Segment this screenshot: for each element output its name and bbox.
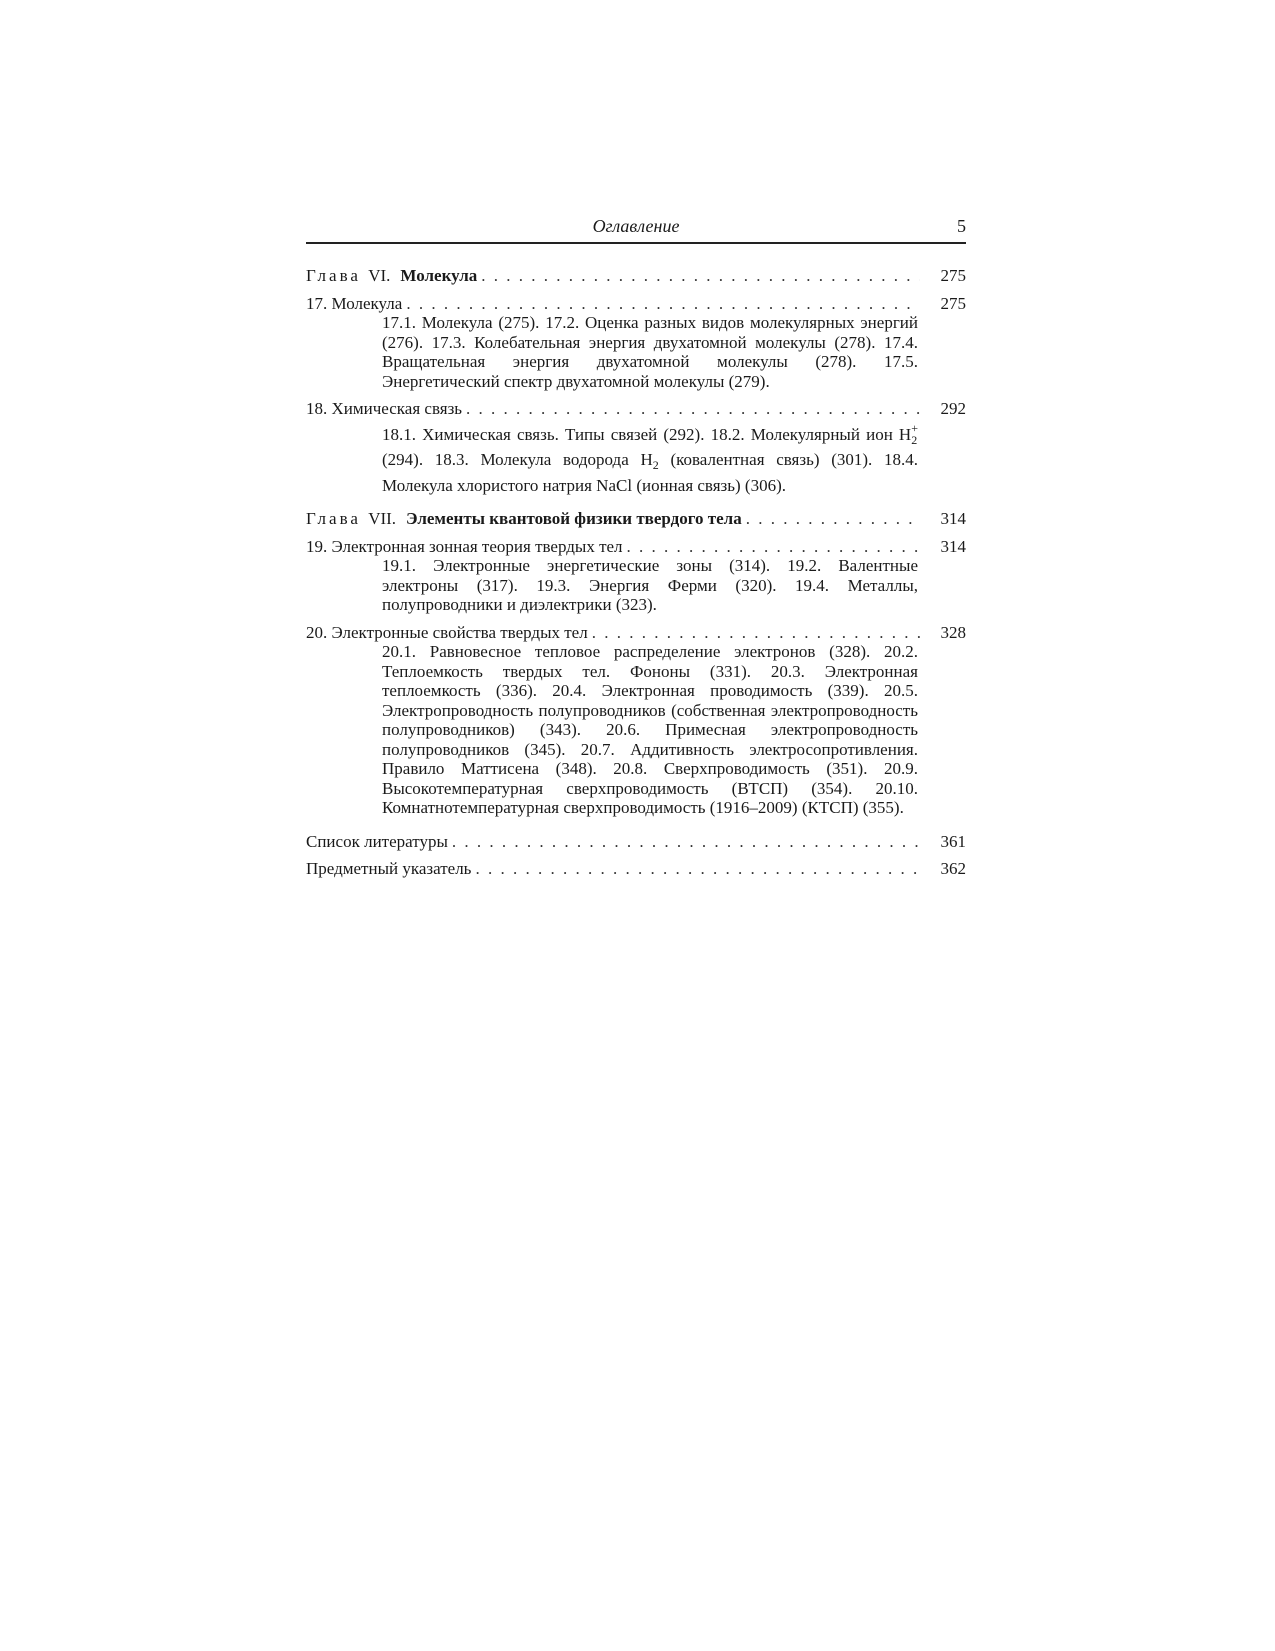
page-number: 5 (957, 216, 966, 236)
chapter-7-label (306, 509, 742, 529)
section-18-heading[interactable] (306, 399, 966, 419)
section-17-page: 275 (940, 293, 966, 313)
toc-chapter-6[interactable] (306, 266, 966, 286)
dot-leader (592, 623, 920, 643)
chapter-6-page: 275 (940, 266, 966, 285)
dot-leader (627, 537, 920, 557)
bibliography-label: Список литературы (306, 831, 448, 851)
section-19-label: 19. Электронная зонная теория твердых тел (306, 536, 623, 556)
chapter-7-number: VII. (368, 509, 397, 528)
section-17-subsections: 17.1. Молекула (275). 17.2. Оценка разных видов молекулярных энергий (276). 17.3. Колебательная энергия двухатомной молекулы (278). 17.4. Вращательная энергия двухатомной молекулы (278). 17.5. Энергетический спектр двухатомной молекулы (279). (382, 313, 918, 391)
section-19-heading[interactable] (306, 537, 966, 557)
section-18-subs-part-a: 18.1. Химическая связь. Типы связей (292). 18.2. Молекулярный ион H (382, 424, 912, 444)
section-17-label: 17. Молекула (306, 293, 403, 313)
section-20-subsections: 20.1. Равновесное тепловое распределение электронов (328). 20.2. Теплоемкость твердых тел. Фононы (331). 20.3. Электронная теплоемкость (336). 20.4. Электронная проводимость (339). 20.5. Электропроводность полупроводников (собственная электропроводность полупроводников) (343). 20.6. Примесная электропроводность полупроводников (345). 20.7. Аддитивность электросопротивления. Правило Маттисена (348). 20.8. Сверхпроводимость (351). 20.9. Высокотемпературная сверхпроводимость (ВТСП) (354). 20.10. Комнатнотемпературная сверхпроводимость (1916–2009) (КТСП) (355). (382, 642, 918, 817)
subject-index-label: Предметный указатель (306, 859, 472, 878)
dot-leader (746, 509, 920, 529)
bibliography-page: 361 (940, 831, 966, 851)
chapter-6-word: Глава (306, 266, 361, 285)
chapter-7-word: Глава (306, 509, 361, 528)
toc-subject-index[interactable] (306, 859, 966, 879)
section-20-heading[interactable] (306, 623, 966, 643)
dot-leader (406, 294, 920, 314)
section-19-page: 314 (940, 536, 966, 556)
running-head-title: Оглавление (592, 216, 680, 236)
section-20-page: 328 (940, 622, 966, 642)
dot-leader (452, 832, 920, 852)
chapter-6-label (306, 266, 477, 286)
chapter-7-page: 314 (940, 509, 966, 528)
section-18-subsections (382, 419, 918, 496)
ion-superscript: + (911, 420, 918, 435)
section-18-label: 18. Химическая связь (306, 399, 463, 418)
running-head (306, 212, 966, 244)
section-18-subs-part-b: (294). 18.3. Молекула водорода H (382, 450, 653, 469)
dot-leader (481, 266, 920, 286)
h2-subscript: 2 (652, 458, 659, 472)
chapter-7-name: Элементы квантовой физики твердого тела (406, 509, 742, 528)
toc-bibliography[interactable] (306, 832, 966, 852)
section-18-subs-part-c: (ковалентная связь) (301). 18.4. Молекула хлористого натрия NaCl (ионная связь) (306). (382, 450, 918, 495)
dot-leader (466, 399, 920, 419)
table-of-contents (306, 266, 966, 879)
toc-section-17 (306, 294, 966, 392)
toc-section-19 (306, 537, 966, 615)
toc-section-18 (306, 399, 966, 495)
chapter-6-number: VI. (368, 266, 391, 285)
subject-index-page: 362 (940, 859, 966, 878)
section-18-page: 292 (940, 399, 966, 418)
document-page (306, 212, 966, 879)
section-17-heading[interactable] (306, 294, 966, 314)
section-19-subsections: 19.1. Электронные энергетические зоны (314). 19.2. Валентные электроны (317). 19.3. Энергия Ферми (320). 19.4. Металлы, полупроводники и диэлектрики (323). (382, 556, 918, 614)
toc-section-20 (306, 623, 966, 818)
section-20-label: 20. Электронные свойства твердых тел (306, 622, 588, 642)
ion-subscript: 2 (911, 432, 918, 447)
chapter-6-name: Молекула (400, 266, 478, 285)
toc-chapter-7[interactable] (306, 509, 966, 529)
dot-leader (475, 859, 920, 879)
